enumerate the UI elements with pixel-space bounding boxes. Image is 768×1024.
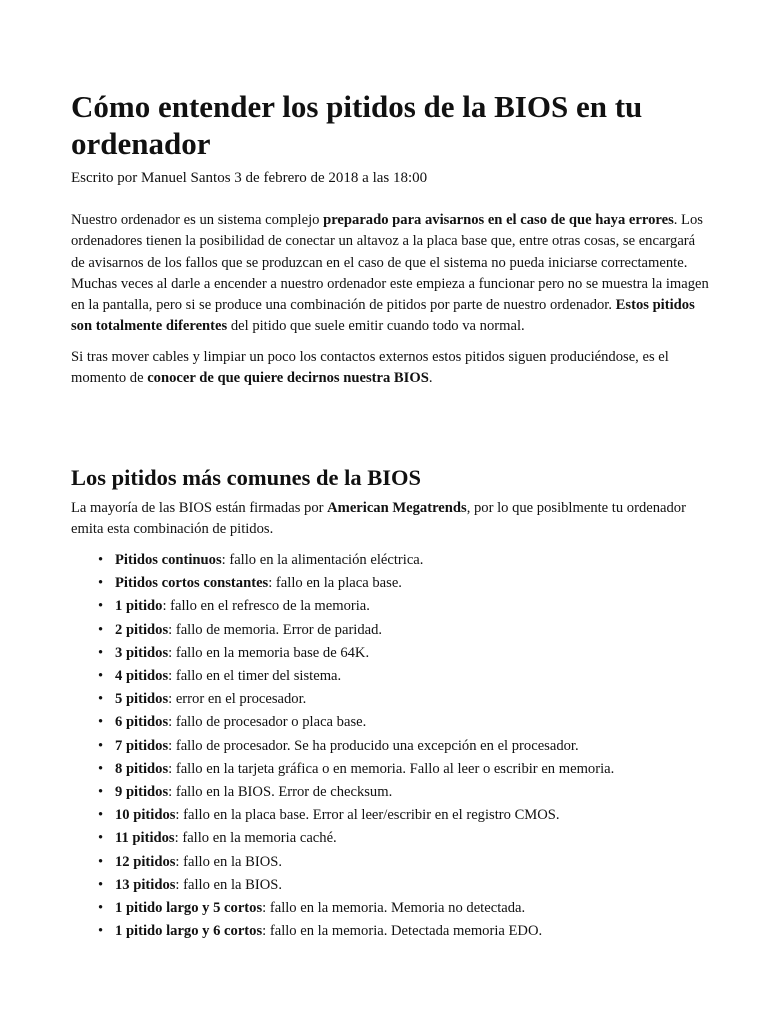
- beep-term: 13 pitidos: [115, 876, 176, 893]
- bullet-icon: •: [98, 552, 104, 568]
- beep-description: : fallo en la placa base.: [268, 575, 402, 592]
- bullet-icon: •: [98, 900, 104, 917]
- bullet-icon: •: [98, 575, 104, 592]
- beep-description: : fallo en la memoria. Detectada memoria EDO.: [262, 923, 543, 940]
- beep-description: : fallo en la memoria caché.: [174, 830, 337, 847]
- list-item: [71, 874, 711, 897]
- intro-p2-bold: Estos pitidos son totalmente diferentes: [71, 297, 695, 335]
- beep-term: 6 pitidos: [115, 714, 169, 731]
- intro-p1-bold: preparado para avisarnos en el caso de que haya errores: [323, 212, 674, 228]
- article-byline: Escrito por Manuel Santos 3 de febrero de 2018 a las 18:00: [71, 170, 428, 186]
- beep-term: 1 pitido largo y 5 cortos: [115, 900, 263, 917]
- intro-paragraph-1: [71, 210, 711, 274]
- beep-description: : fallo en la memoria base de 64K.: [168, 644, 370, 661]
- beep-term: 1 pitido: [115, 598, 163, 615]
- section-intro-text-c: , por lo que posiblmente tu ordenador emita esta combinación de pitidos.: [71, 500, 686, 538]
- beep-description: : fallo en la tarjeta gráfica o en memoria. Fallo al leer o escribir en memoria.: [168, 760, 615, 777]
- beep-description: : fallo en la memoria. Memoria no detectada.: [262, 900, 526, 917]
- beep-description: : fallo en el timer del sistema.: [168, 668, 342, 685]
- bullet-icon: •: [98, 621, 104, 638]
- bullet-icon: •: [98, 668, 104, 685]
- list-item: [71, 735, 711, 758]
- beep-term: 9 pitidos: [115, 784, 169, 801]
- beep-term: 5 pitidos: [115, 691, 169, 708]
- beep-code-list: [71, 549, 711, 943]
- intro-p1-text-c: . Los ordenadores tienen la posibilidad de conectar un altavoz a la placa base que, entre otras cosas, se encargará de avisarnos de los fallos que se produzcan en el caso de que el sistema no pueda iniciarse correctamente.: [71, 212, 703, 271]
- beep-description: : fallo de memoria. Error de paridad.: [168, 621, 383, 638]
- beep-term: Pitidos cortos constantes: [115, 575, 269, 592]
- list-item: [71, 665, 711, 688]
- list-item: [71, 711, 711, 734]
- beep-term: 2 pitidos: [115, 621, 169, 638]
- bullet-icon: •: [98, 598, 104, 615]
- beep-description: : fallo en la BIOS. Error de checksum.: [168, 784, 393, 801]
- bullet-icon: •: [98, 923, 104, 940]
- intro-paragraph-2: [71, 274, 711, 338]
- intro-p3-bold: conocer de que quiere decirnos nuestra BIOS: [147, 370, 429, 387]
- section-intro-text-a: La mayoría de las BIOS están firmadas por: [71, 500, 328, 516]
- list-item: [71, 920, 711, 943]
- bullet-icon: •: [98, 807, 104, 824]
- list-item: [71, 851, 711, 874]
- bullet-icon: •: [98, 876, 104, 893]
- bullet-icon: •: [98, 644, 104, 661]
- beep-term: 10 pitidos: [115, 807, 176, 824]
- bullet-icon: •: [98, 714, 104, 731]
- section-title: Los pitidos más comunes de la BIOS: [71, 465, 422, 490]
- beep-term: 4 pitidos: [115, 668, 169, 685]
- beep-term: 7 pitidos: [115, 737, 169, 754]
- list-item: [71, 758, 711, 781]
- beep-term: 11 pitidos: [115, 830, 175, 847]
- intro-p3-text-a: Si tras mover cables y limpiar un poco los contactos externos estos pitidos siguen produciéndose, es el momento de: [71, 348, 669, 387]
- bullet-icon: •: [98, 691, 104, 708]
- section-intro-bold: American Megatrends: [327, 500, 467, 516]
- list-item: [71, 804, 711, 827]
- list-item: [71, 595, 711, 618]
- bullet-icon: •: [98, 830, 104, 847]
- beep-description: : fallo en el refresco de la memoria.: [162, 598, 370, 615]
- intro-paragraph-3: [71, 347, 711, 390]
- bullet-icon: •: [98, 737, 104, 754]
- list-item: [71, 827, 711, 850]
- intro-p2-text-a: Muchas veces al darle a encender a nuestro ordenador este empieza a funcionar pero no se muestra la imagen en la pantalla, pero si se produce una combinación de pitidos por parte de nuestro ordenador.: [71, 275, 709, 314]
- list-item: [71, 688, 711, 711]
- beep-term: 12 pitidos: [115, 853, 176, 870]
- beep-term: Pitidos continuos: [115, 552, 222, 568]
- beep-description: : fallo en la BIOS.: [175, 853, 283, 870]
- intro-p2-text-c: del pitido que suele emitir cuando todo va normal.: [227, 318, 525, 335]
- bullet-icon: •: [98, 853, 104, 870]
- article-title: Cómo entender los pitidos de la BIOS en tu ordenador: [71, 89, 643, 161]
- beep-description: : fallo de procesador o placa base.: [168, 714, 367, 731]
- list-item: [71, 781, 711, 804]
- beep-description: : fallo de procesador. Se ha producido una excepción en el procesador.: [168, 737, 579, 754]
- list-item: [71, 549, 711, 572]
- beep-description: : fallo en la BIOS.: [175, 876, 283, 893]
- beep-description: : fallo en la placa base. Error al leer/escribir en el registro CMOS.: [175, 807, 560, 824]
- beep-description: : error en el procesador.: [168, 691, 307, 708]
- list-item: [71, 619, 711, 642]
- beep-term: 8 pitidos: [115, 760, 169, 777]
- bullet-icon: •: [98, 784, 104, 801]
- bullet-icon: •: [98, 760, 104, 777]
- article-intro: [71, 210, 711, 389]
- intro-p3-text-c: .: [428, 370, 433, 387]
- intro-p1-text-a: Nuestro ordenador es un sistema complejo: [71, 212, 324, 228]
- list-item: [71, 897, 711, 920]
- beep-term: 1 pitido largo y 6 cortos: [115, 923, 263, 940]
- list-item: [71, 572, 711, 595]
- list-item: [71, 642, 711, 665]
- beep-description: : fallo en la alimentación eléctrica.: [221, 552, 424, 568]
- beep-term: 3 pitidos: [115, 644, 169, 661]
- section-intro: [71, 498, 711, 541]
